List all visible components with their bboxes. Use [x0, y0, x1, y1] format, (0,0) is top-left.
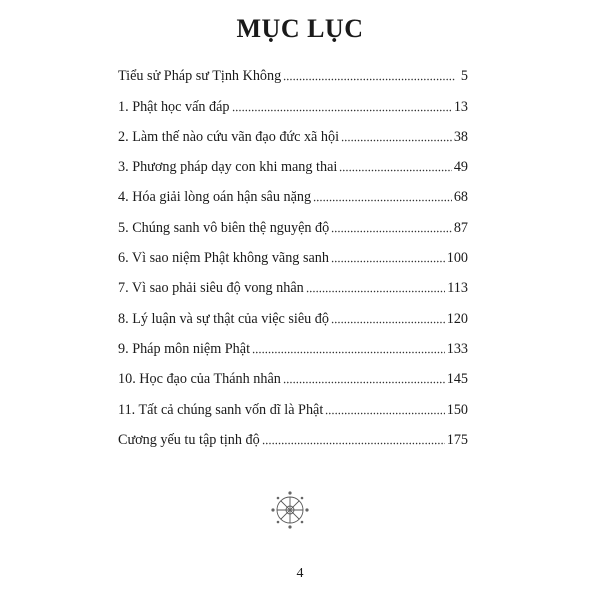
dot-leader — [325, 412, 444, 415]
toc-entry-page: 113 — [447, 280, 468, 297]
toc-entry-page: 133 — [446, 340, 468, 357]
toc-entry-page: 87 — [453, 219, 468, 236]
toc-entry-title: 4. Hóa giải lòng oán hận sâu nặng — [118, 189, 312, 206]
dot-leader — [262, 442, 445, 445]
toc-entry-page: 49 — [453, 159, 468, 176]
toc-entry — [118, 205, 468, 235]
toc-entry-title: Cương yếu tu tập tịnh độ — [118, 431, 260, 448]
dharma-wheel-ornament-icon — [268, 488, 312, 532]
toc-entry — [118, 54, 468, 84]
toc-entry-page: 38 — [453, 128, 468, 145]
dot-leader — [331, 230, 452, 233]
toc-entry-title: 10. Học đạo của Thánh nhân — [118, 371, 281, 388]
dot-leader — [331, 321, 445, 324]
dot-leader — [313, 199, 452, 202]
page-title: MỤC LỤC — [236, 14, 364, 43]
toc-entry-page: 120 — [446, 310, 468, 327]
toc-entry — [118, 115, 468, 145]
toc-entry — [118, 357, 468, 387]
toc-entry-title: 1. Phật học vấn đáp — [118, 98, 230, 115]
dot-leader — [306, 290, 446, 293]
toc-entry-title: 8. Lý luận và sự thật của việc siêu độ — [118, 310, 329, 327]
toc-entry — [118, 296, 468, 326]
dot-leader — [341, 139, 452, 142]
toc-entry-title: 5. Chúng sanh vô biên thệ nguyện độ — [118, 219, 330, 236]
toc-entry — [118, 236, 468, 266]
page-number: 4 — [296, 566, 304, 581]
toc-entry-title: Tiểu sử Pháp sư Tịnh Không — [118, 68, 282, 85]
toc-entry — [118, 175, 468, 205]
toc-entry-page: 175 — [446, 431, 468, 448]
toc-entry — [118, 84, 468, 114]
toc-entry-title: 3. Phương pháp dạy con khi mang thai — [118, 159, 338, 176]
toc-entry-page: 68 — [453, 189, 468, 206]
dot-leader — [283, 381, 445, 384]
dot-leader — [339, 169, 452, 172]
table-of-contents — [118, 54, 468, 448]
dot-leader — [232, 109, 452, 112]
toc-entry-title: 6. Vì sao niệm Phật không vãng sanh — [118, 250, 329, 267]
toc-entry-page: 13 — [453, 98, 468, 115]
toc-entry — [118, 387, 468, 417]
dot-leader — [283, 78, 456, 81]
toc-entry-page: 100 — [446, 250, 468, 267]
toc-entry — [118, 266, 468, 296]
toc-entry — [118, 418, 468, 448]
toc-entry-title: 11. Tất cả chúng sanh vốn dĩ là Phật — [118, 401, 324, 418]
toc-entry-title: 7. Vì sao phải siêu độ vong nhân — [118, 280, 304, 297]
toc-entry-page: 150 — [446, 401, 468, 418]
dot-leader — [252, 351, 445, 354]
toc-entry-page: 145 — [446, 371, 468, 388]
toc-entry — [118, 145, 468, 175]
toc-entry — [118, 327, 468, 357]
toc-entry-page: 5 — [460, 68, 468, 85]
dot-leader — [331, 260, 445, 263]
toc-entry-title: 9. Pháp môn niệm Phật — [118, 340, 251, 357]
toc-entry-title: 2. Làm thế nào cứu vãn đạo đức xã hội — [118, 128, 340, 145]
